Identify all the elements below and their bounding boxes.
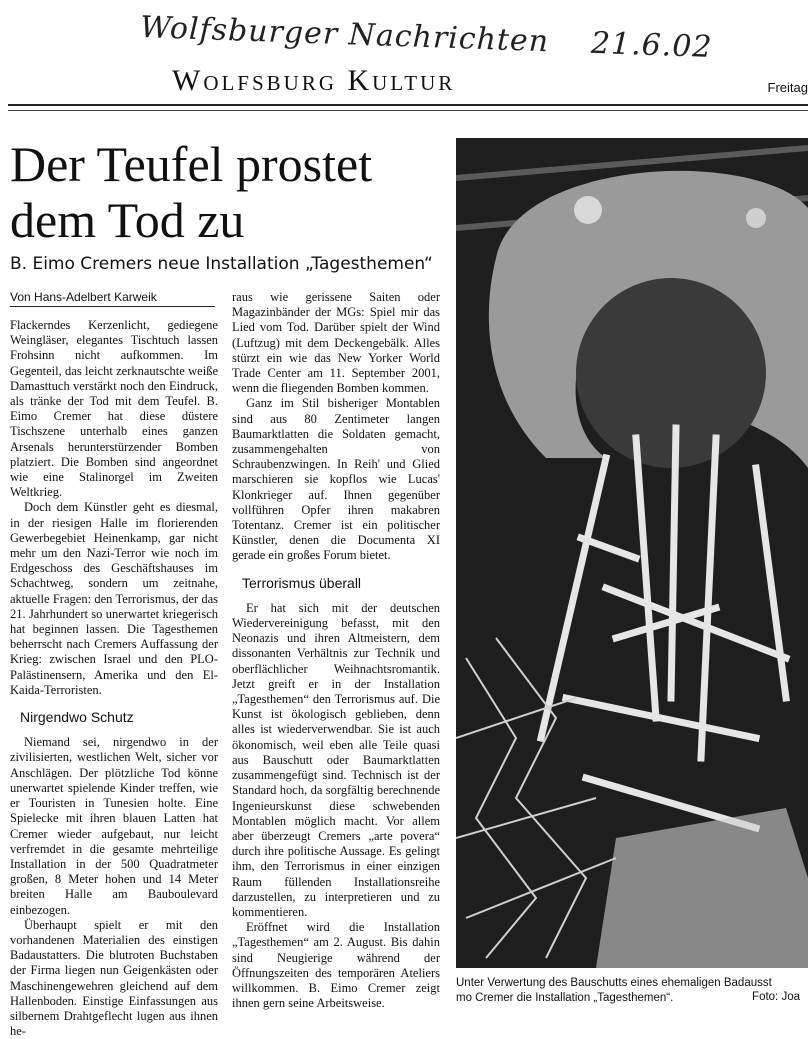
caption-line-2: mo Cremer die Installation „Tagesthemen“.	[456, 992, 674, 1004]
paragraph: Eröffnet wird die Installation „Tagesthemen“ am 2. August. Bis dahin sind Neugierige während der Öffnungszeiten des temporären Ateliers willkommen. B. Eimo Cremer zeigt ihnen gern seine Arbeitsweise.	[232, 920, 440, 1011]
photo-credit: Foto: Joa	[748, 991, 800, 1003]
paragraph: Überhaupt spielt er mit den vorhandenen Materialien des einstigen Badaustatters. Die blutroten Buchstaben der Firma liegen nun Geigenkästen oder Maschinengewehren gleichend auf dem Hallenboden. Einstige Einfassungen aus silbernem Drahtgeflecht lugen aus ihnen he-	[10, 917, 218, 1039]
installation-illustration	[456, 138, 808, 968]
paragraph: Ganz im Stil bisheriger Montablen sind aus 80 Zentimeter langen Baumarktlatten die Soldaten gemacht, zusammengehalten von Schraubenzwingen. In Reih' und Glied marschieren sie kopflos wie Lucas' Klonkrieger auf. Ihnen gegenüber vollführen Opfer ihren makabren Totentanz. Cremer ist ein politischer Künstler, denen die Documenta XI gerade ein großes Forum bietet.	[232, 396, 440, 563]
headline-line-1: Der Teufel prostet	[10, 136, 373, 192]
paragraph: Doch dem Künstler geht es diesmal, in der riesigen Halle im florierenden Gewerbegebiet Heinenkamp, gar nicht mehr um den Nazi-Terror wie noch im Erdgeschoss des Geschäftshauses im Schachtweg, sondern um zeitnahe, aktuelle Fragen: den Terrorismus, der das 21. Jahrhundert so unerwartet kriegerisch hat beginnen lassen. Die Tagesthemen beherrscht nach Cremers Auffassung der Krieg: zwischen Israel und den PLO-Palästinensern, Amerika und den El-Kaida-Terroristen.	[10, 500, 218, 697]
subheadline: B. Eimo Cremers neue Installation „Tagesthemen“	[10, 254, 433, 274]
paragraph: raus wie gerissene Saiten oder Magazinbänder der MGs: Spiel mir das Lied vom Tod. Darüber spielt der Wind (Luftzug) mit dem Deckengebälk. Alles stürzt ein wie das New Yorker World Trade Center am 11. September 2001, wenn die fliegenden Bomben kommen.	[232, 290, 440, 396]
headline-line-2: dem Tod zu	[10, 192, 245, 248]
handwritten-note	[140, 10, 713, 65]
headline	[10, 136, 372, 248]
byline: Von Hans-Adelbert Karweik	[10, 290, 215, 307]
section-title: Wolfsburg Kultur	[172, 64, 456, 97]
subheading-terrorismus-ueberall: Terrorismus überall	[242, 574, 362, 591]
article-column-1	[10, 318, 218, 1039]
paragraph: Flackerndes Kerzenlicht, gediegene Weingläser, elegantes Tischtuch lassen Frohsinn nicht aufkommen. Im Gegenteil, das leicht zerknautschte weiße Damasttuch verstärkt noch den Eindruck, als tränke der Tod mit dem Teufel. B. Eimo Cremer hat diese düstere Tischszene unterhalb eines ganzen Arsenals herunterstürzender Bomben platziert. Die Bomben sind angeordnet wie eine Stalinorgel im Zweiten Weltkrieg.	[10, 318, 218, 500]
handwritten-date: 21.6.02	[590, 25, 714, 65]
handwritten-publication: Wolfsburger Nachrichten	[139, 10, 550, 60]
subheading-nirgendwo-schutz: Nirgendwo Schutz	[20, 709, 134, 726]
header-rule	[8, 104, 808, 111]
paragraph: Niemand sei, nirgendwo in der zivilisierten, westlichen Welt, sicher vor Anschlägen. Der plötzliche Tod könne unerwartet spielende Kinder treffen, wie er Touristen in Tunesien holte. Eine Spielecke mit ihren blauen Latten hat Cremer wieder aufgebaut, nur leicht verfremdet in die gesamte mehrteilige Installation in der 500 Quadratmeter großen, 8 Meter hohen und 14 Meter breiten Halle am Bauboulevard einbezogen.	[10, 735, 218, 917]
paragraph: Er hat sich mit der deutschen Wiedervereinigung befasst, mit den Neonazis und ihren Altmeistern, dem dissonanten Verhältnis zur Technik und oberflächlicher Weihnachtsromantik. Jetzt greift er in der Installation „Tagesthemen“ den Terrorismus auf. Die Kunst ist ökologisch geblieben, denn alles ist wiederverwendbar. Sie ist auch ökonomisch, weil eben alle Teile quasi aus Bauschutt oder Baumarktlatten zusammengefügt sind. Technisch ist der Standard hoch, da sorgfältig berechnende Ingenieurskunst diese schwebenden Montablen möglich macht. Vor allem aber überzeugt Cremers „arte povera“ durch ihre politische Aussage. Es gelingt ihm, den Terrorismus in einer einzigen Raum füllenden Installationsreihe darzustellen, zu interpretieren und zu kommentieren.	[232, 600, 440, 919]
caption-line-1: Unter Verwertung des Bauschutts eines ehemaligen Badausst	[456, 977, 772, 989]
installation-photo	[456, 138, 808, 968]
article-column-2	[232, 290, 440, 1011]
weekday-label: Freitag	[767, 80, 808, 95]
